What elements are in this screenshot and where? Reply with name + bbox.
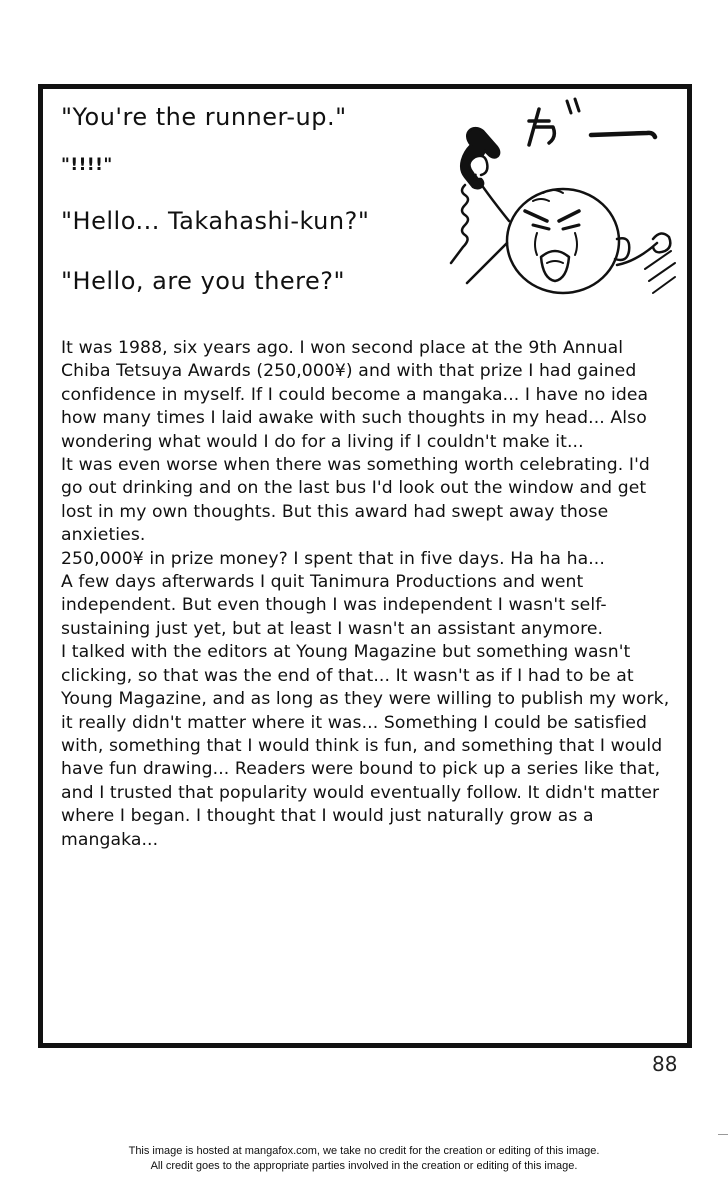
- page-number: 88: [652, 1052, 678, 1076]
- narrative-body-text: It was 1988, six years ago. I won second place at the 9th Annual Chiba Tetsuya Awards (250,000¥) and with that prize I had gained confidence in myself. If I could become a mangaka... I have no idea how many times I laid awake with such thoughts in my head... Also wondering what would I do for a living if I couldn't make it... It was even worse when there was something worth celebrating. I'd go out drinking and on the last bus I'd look out the window and get lost in my own thoughts. But this award had swept away those anxieties. 250,000¥ in prize money? I spent that in five days. Ha ha ha... A few days afterwards I quit Tanimura Productions and went independent. But even though I was independent I wasn't self-sustaining just yet, but at least I wasn't an assistant anymore. I talked with the editors at Young Magazine but something wasn't clicking, so that was the end of that... It wasn't as if I had to be at Young Magazine, and as long as they were willing to publish my work, it really didn't matter where it was... Something I could be satisfied with, something that I would think is fun, and something that I would have fun drawing... Readers were bound to pick up a series like that, and I trusted that popularity would eventually follow. It didn't matter where I began. I thought that I would just naturally grow as a mangaka...: [61, 338, 670, 850]
- credit-line-2: All credit goes to the appropriate parties involved in the creation or editing of this image.: [150, 1160, 578, 1172]
- text-panel: [38, 84, 692, 1048]
- dialogue-line-exclamation: "!!!!": [61, 155, 113, 175]
- dialogue-line-are-you-there: "Hello, are you there?": [61, 267, 346, 295]
- dialogue-line-hello-takahashi: "Hello... Takahashi-kun?": [61, 207, 370, 235]
- crying-man-with-phone-illustration: [413, 93, 683, 303]
- dialogue-line-runner-up: "You're the runner-up.": [61, 103, 347, 131]
- edge-mark: [718, 1134, 728, 1135]
- credit-line-1: This image is hosted at mangafox.com, we take no credit for the creation or editing of this image.: [128, 1145, 600, 1157]
